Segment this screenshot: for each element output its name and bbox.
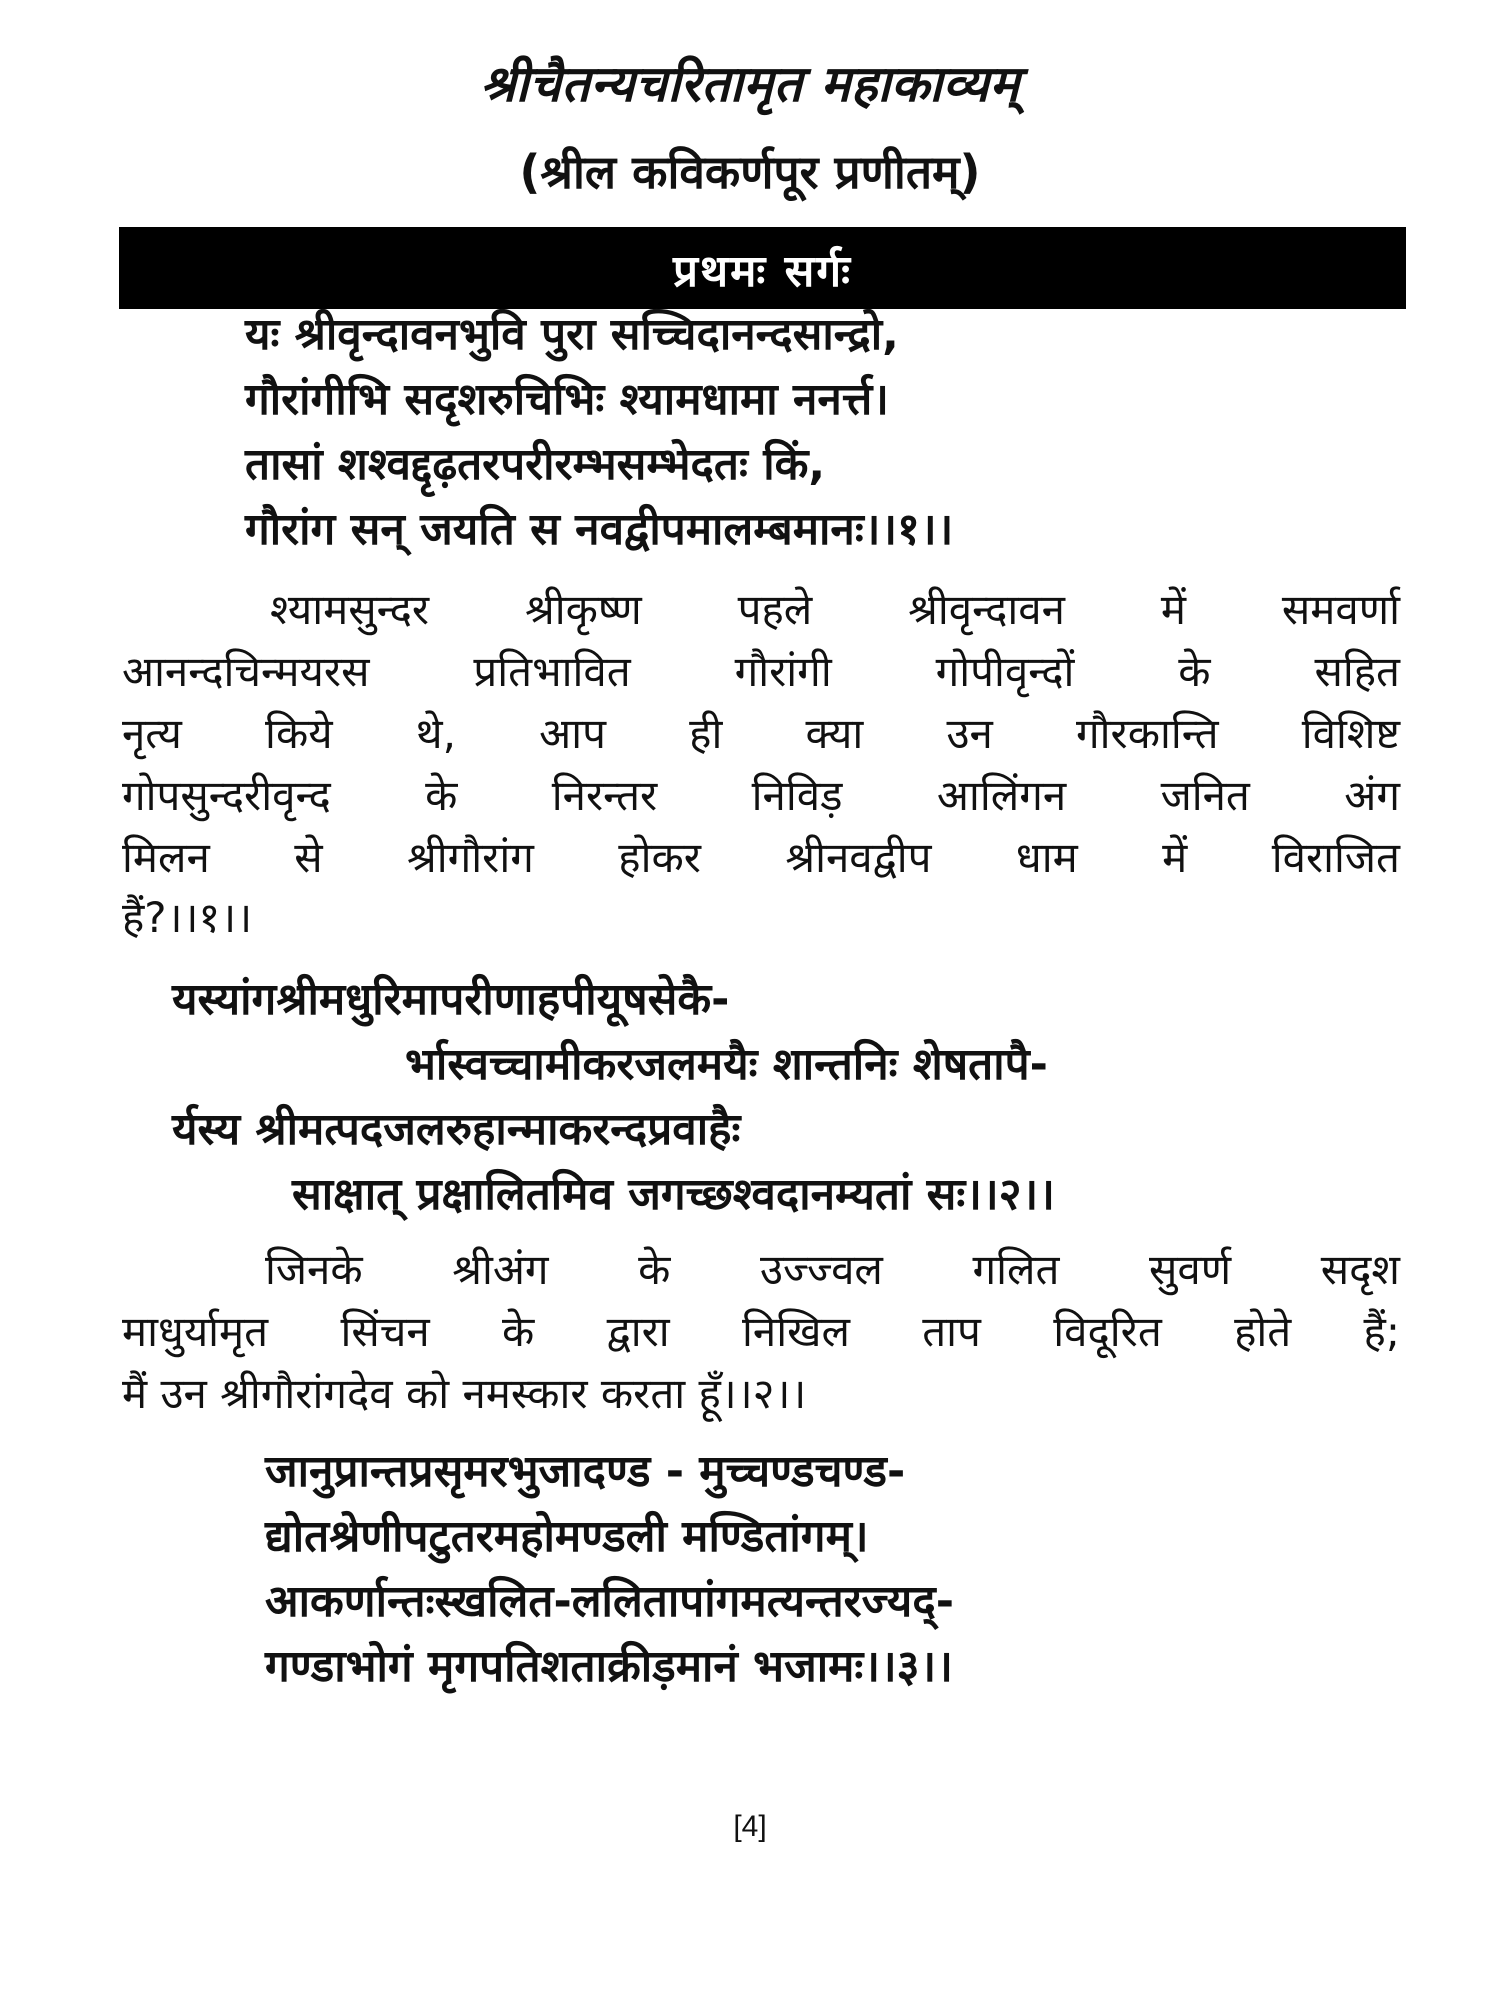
canto-heading: प्रथमः सर्गः — [672, 246, 853, 297]
translation-2-line-1: जिनके श्रीअंग के उज्ज्वल गलित सुवर्ण सदृश — [265, 1245, 1400, 1294]
verse-2-line-1: यस्यांगश्रीमधुरिमापरीणाहपीयूषसेकै- — [172, 974, 730, 1025]
verse-1-line-1: यः श्रीवृन्दावनभुवि पुरा सच्चिदानन्दसान्द्रो, — [245, 309, 899, 360]
verse-3-line-3: आकर्णान्तःस्खलित-ललितापांगमत्यन्तरज्यद्- — [265, 1576, 954, 1627]
verse-3-line-2: द्योतश्रेणीपटुतरमहोमण्डली मण्डितांगम्। — [265, 1511, 869, 1562]
verse-1-line-3: तासां शश्वद्दृढ़तरपरीरम्भसम्भेदतः किं, — [245, 439, 826, 490]
verse-2-line-2: र्भास्वच्चामीकरजलमयैः शान्तनिः शेषतापै- — [405, 1039, 1048, 1090]
verse-2-line-3: र्यस्य श्रीमत्पदजलरुहान्माकरन्दप्रवाहैः — [172, 1104, 741, 1155]
translation-2-line-3: मैं उन श्रीगौरांगदेव को नमस्कार करता हूँ।।२।। — [122, 1369, 807, 1418]
verse-3-line-1: जानुप्रान्तप्रसृमरभुजादण्ड - मुच्चण्डचण्ड- — [265, 1446, 906, 1497]
translation-1-line-3: नृत्य किये थे, आप ही क्या उन गौरकान्ति विशिष्ट — [122, 709, 1400, 758]
page-number: [4] — [733, 1810, 767, 1843]
canto-banner — [119, 227, 1406, 309]
verse-1-line-2: गौरांगीभि सदृशरुचिभिः श्यामधामा ननर्त्त। — [245, 374, 889, 425]
translation-1-line-5: मिलन से श्रीगौरांग होकर श्रीनवद्वीप धाम में विराजित — [122, 833, 1400, 882]
translation-1-line-6: हैं?।।१।। — [122, 893, 253, 942]
page-title: श्रीचैतन्यचरितामृत महाकाव्यम् — [480, 55, 1020, 113]
translation-1-line-1: श्यामसुन्दर श्रीकृष्ण पहले श्रीवृन्दावन में समवर्णा — [270, 585, 1400, 634]
page-subtitle: (श्रील कविकर्णपूर प्रणीतम्) — [519, 145, 981, 199]
translation-1-line-2: आनन्दचिन्मयरस प्रतिभावित गौरांगी गोपीवृन्दों के सहित — [122, 647, 1400, 696]
translation-1-line-4: गोपसुन्दरीवृन्द के निरन्तर निविड़ आलिंगन जनित अंग — [122, 771, 1400, 820]
verse-3-line-4: गण्डाभोगं मृगपतिशताक्रीड़मानं भजामः।।३।। — [265, 1641, 953, 1692]
verse-2-line-4: साक्षात् प्रक्षालितमिव जगच्छश्वदानम्यतां सः।।२।। — [292, 1169, 1055, 1220]
translation-2-line-2: माधुर्यामृत सिंचन के द्वारा निखिल ताप विदूरित होते हैं; — [122, 1307, 1400, 1356]
verse-1-line-4: गौरांग सन् जयति स नवद्वीपमालम्बमानः।।१।। — [245, 504, 954, 555]
